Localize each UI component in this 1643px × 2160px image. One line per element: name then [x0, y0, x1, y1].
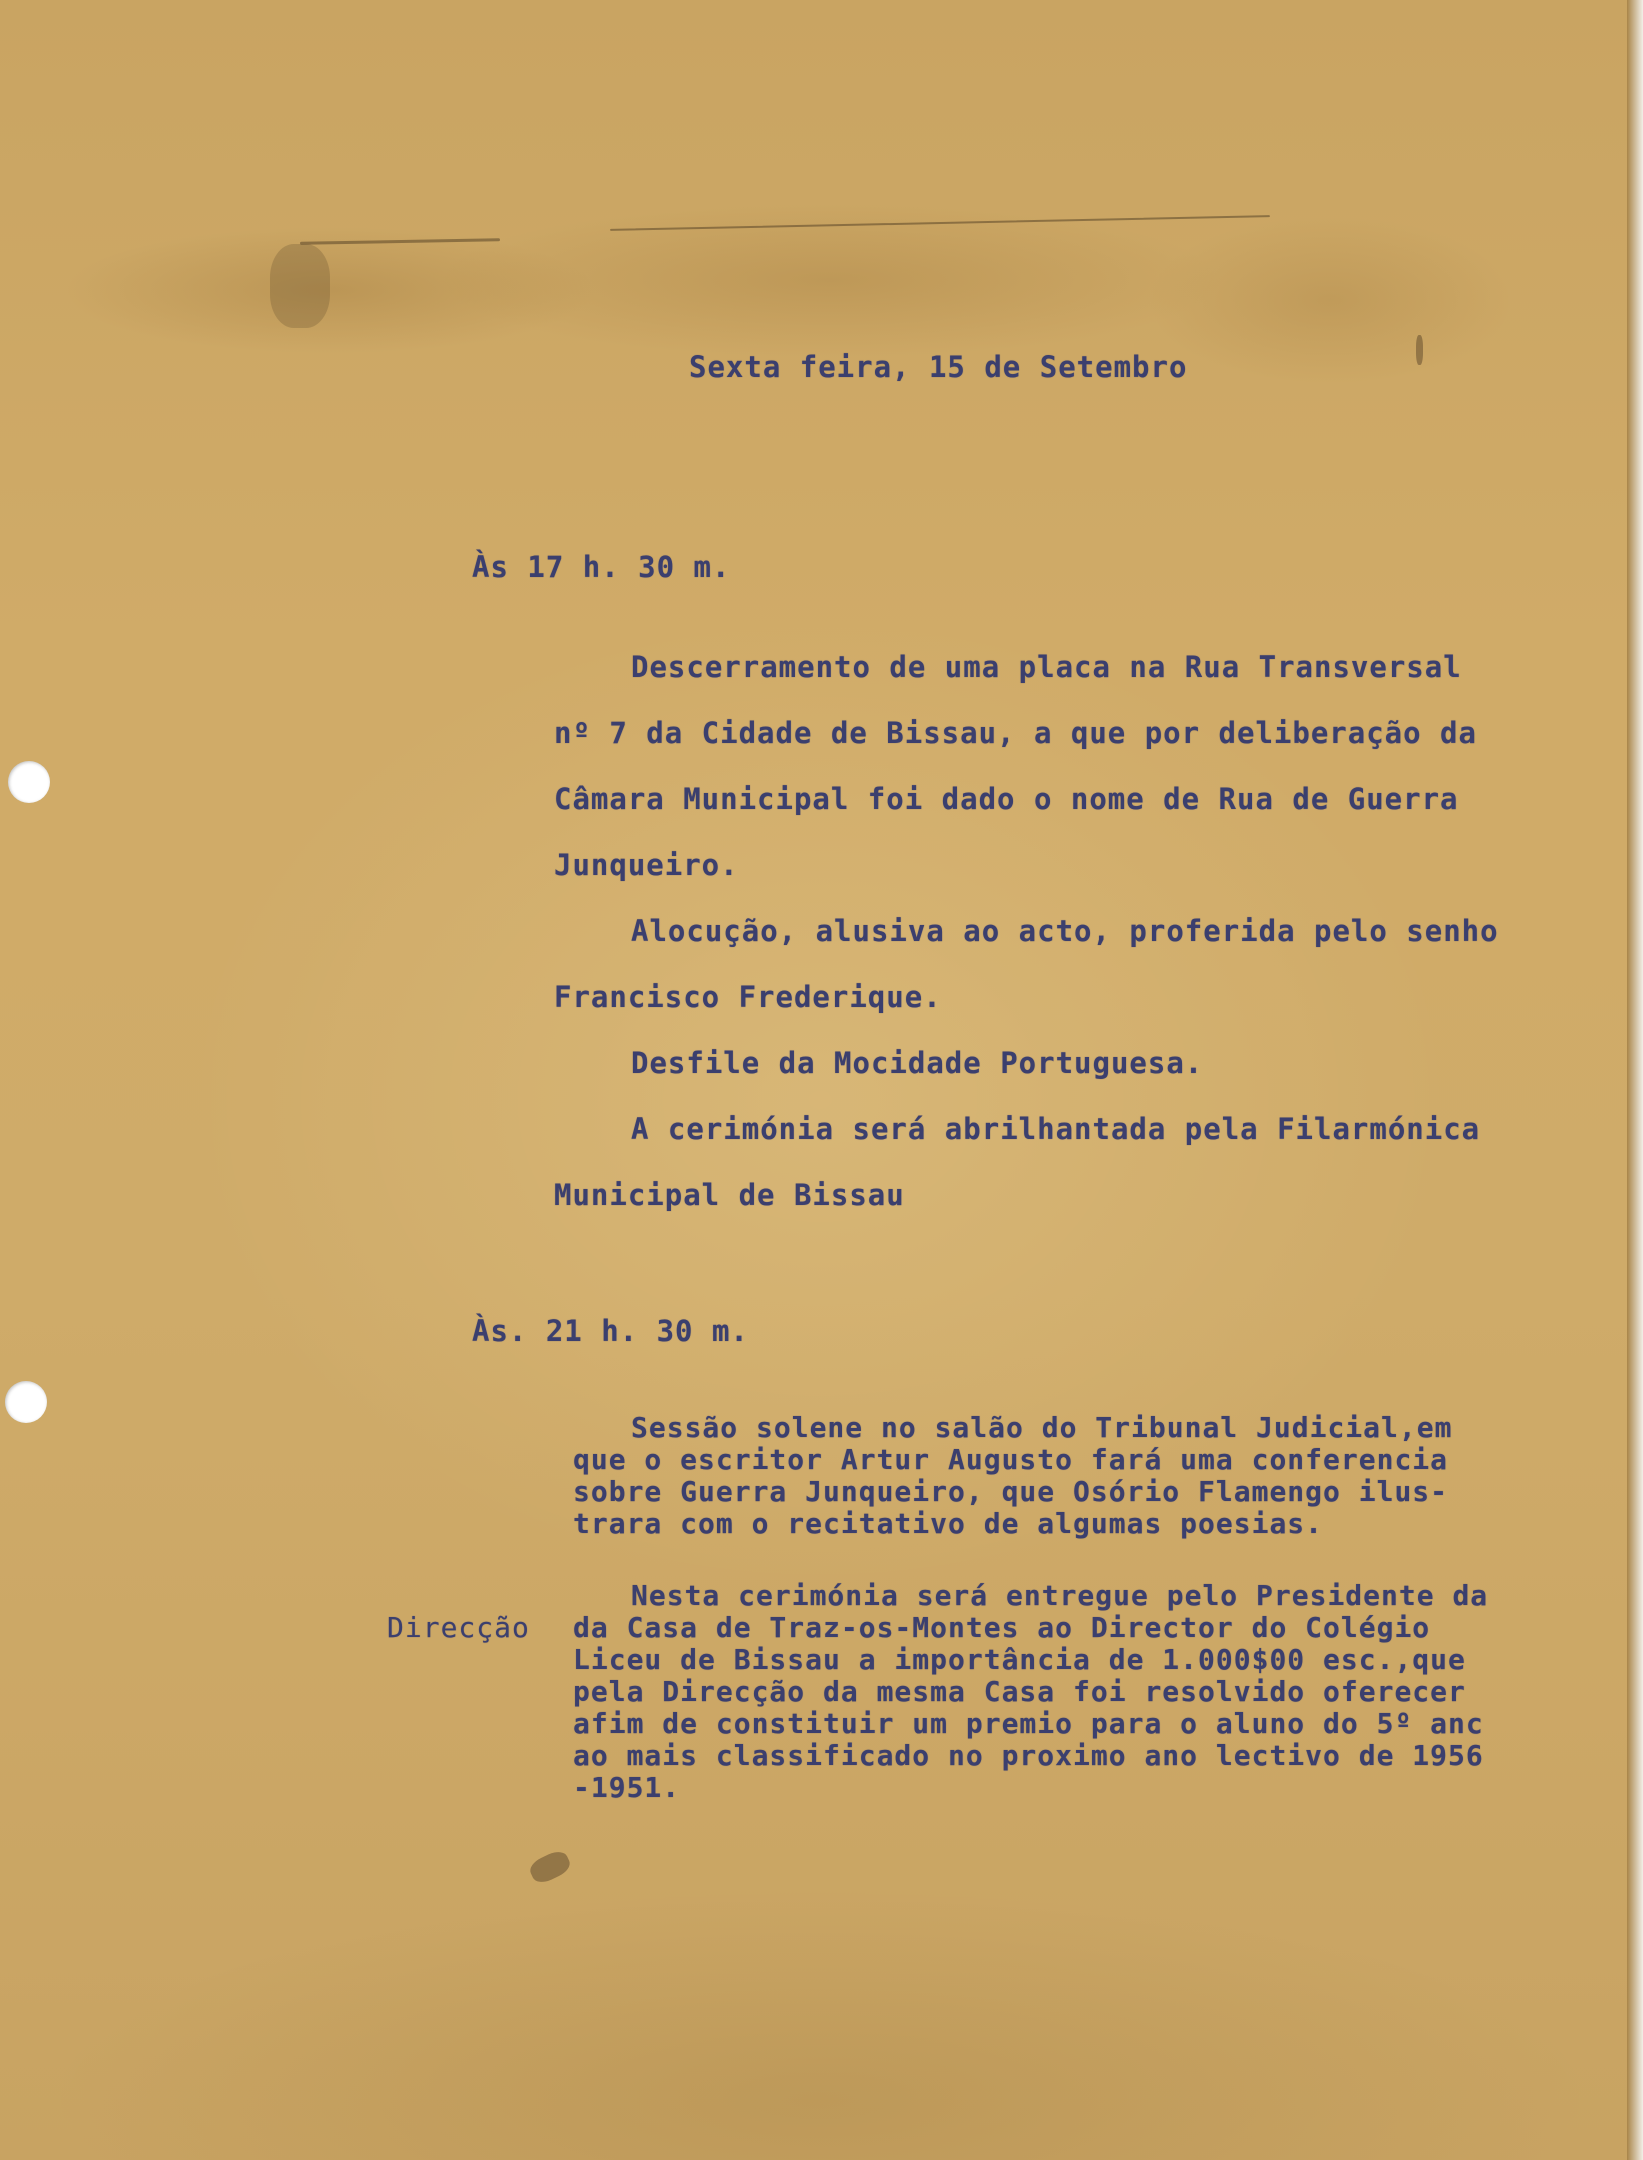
- section-time: Às 17 h. 30 m.: [472, 550, 731, 584]
- stain-mark: [1416, 335, 1423, 365]
- text-line: A cerimónia será abrilhantada pela Filarmónica: [631, 1112, 1481, 1146]
- text-line: Junqueiro.: [554, 848, 739, 882]
- text-line: Descerramento de uma placa na Rua Transversal: [631, 650, 1462, 684]
- text-line: sobre Guerra Junqueiro, que Osório Flamengo ilus-: [573, 1475, 1449, 1508]
- text-line: Alocução, alusiva ao acto, proferida pelo senho: [631, 914, 1499, 948]
- section-time: Às. 21 h. 30 m.: [472, 1314, 749, 1348]
- text-line: Liceu de Bissau a importância de 1.000$00 esc.,que: [573, 1643, 1466, 1676]
- punch-hole: [8, 761, 50, 803]
- stain-mark: [270, 244, 330, 328]
- stain-mark: [527, 1848, 573, 1887]
- text-line: Câmara Municipal foi dado o nome de Rua de Guerra: [554, 782, 1459, 816]
- text-line: que o escritor Artur Augusto fará uma conferencia: [573, 1443, 1449, 1476]
- text-line: Francisco Frederique.: [554, 980, 942, 1014]
- page-heading: Sexta feira, 15 de Setembro: [689, 350, 1188, 384]
- text-line: Municipal de Bissau: [554, 1178, 905, 1212]
- text-line: trara com o recitativo de algumas poesias.: [573, 1507, 1324, 1540]
- text-line: Nesta cerimónia será entregue pelo Presidente da: [631, 1579, 1489, 1612]
- text-line: da Casa de Traz-os-Montes ao Director do Colégio: [573, 1611, 1431, 1644]
- text-line: ao mais classificado no proximo ano lectivo de 1956: [573, 1739, 1484, 1772]
- text-line: nº 7 da Cidade de Bissau, a que por deliberação da: [554, 716, 1477, 750]
- stain-line: [300, 238, 500, 244]
- text-line: pela Direcção da mesma Casa foi resolvido oferecer: [573, 1675, 1466, 1708]
- stain-line: [610, 215, 1270, 231]
- margin-note: Direcção: [387, 1611, 530, 1644]
- text-line: Sessão solene no salão do Tribunal Judicial,em: [631, 1411, 1453, 1444]
- text-line: afim de constituir um premio para o aluno do 5º anc: [573, 1707, 1484, 1740]
- text-line: Desfile da Mocidade Portuguesa.: [631, 1046, 1204, 1080]
- page-edge: [1627, 0, 1643, 2160]
- text-line: -1951.: [573, 1771, 681, 1804]
- punch-hole: [5, 1381, 47, 1423]
